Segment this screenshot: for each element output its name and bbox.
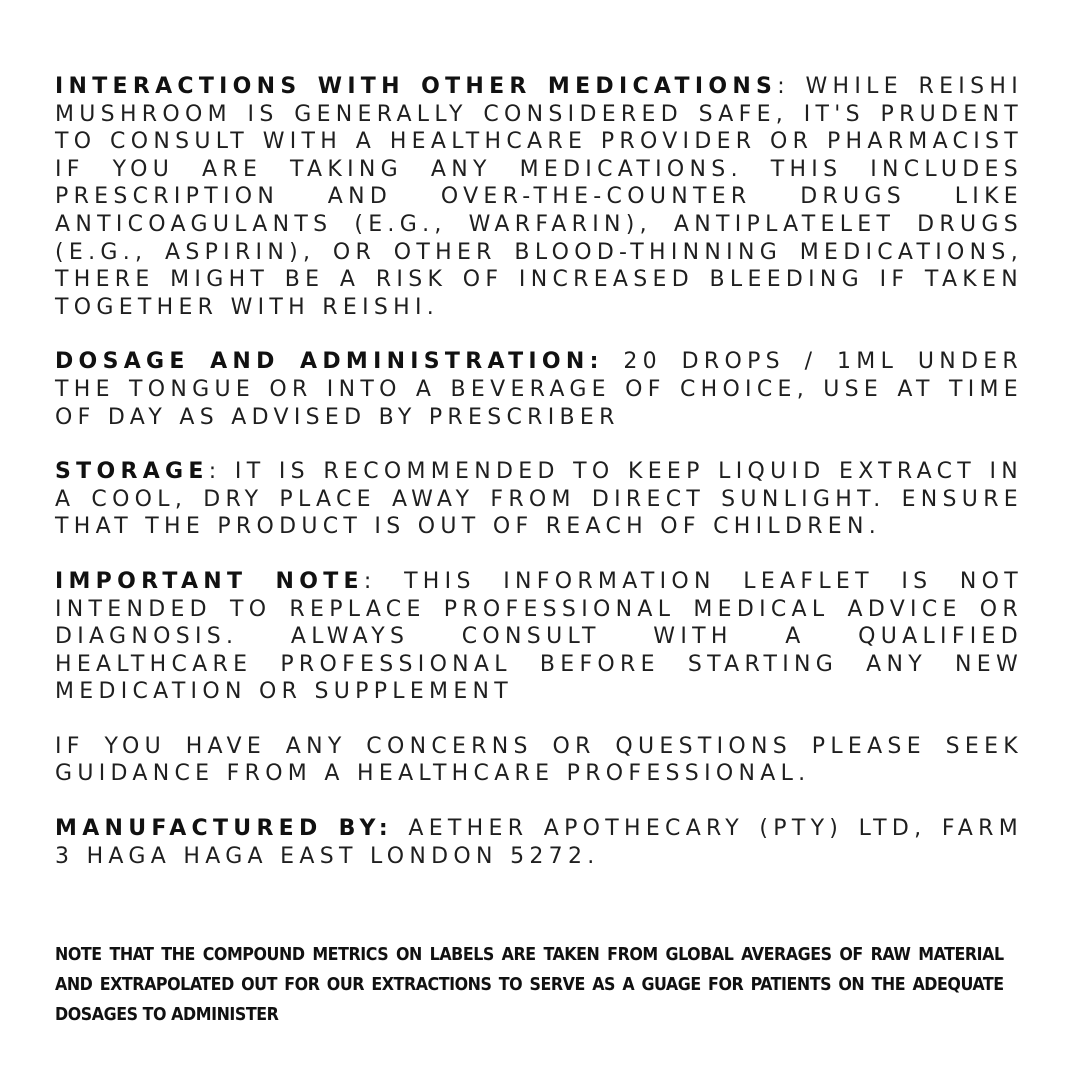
storage-heading: STORAGE	[55, 459, 209, 485]
interactions-heading: INTERACTIONS WITH OTHER MEDICATIONS	[55, 74, 778, 99]
manufacturer-section	[55, 815, 1023, 870]
dosage-section	[55, 348, 1023, 431]
concerns-section	[55, 733, 1023, 788]
interactions-section	[55, 73, 1023, 321]
important-note-section	[55, 568, 1023, 706]
manufacturer-text: AETHER APOTHECARY (PTY) LTD, FARM 3 HAGA HAGA EAST LONDON 5272.	[55, 816, 1023, 869]
interactions-text: : WHILE REISHI MUSHROOM IS GENERALLY CONSIDERED SAFE, IT'S PRUDENT TO CONSULT WITH A HEALTHCARE PROVIDER OR PHARMACIST IF YOU ARE TAKING ANY MEDICATIONS. THIS INCLUDES PRESCRIPTION AND OVER-THE-COUNTER DRUGS LIKE ANTICOAGULANTS (E.G., WARFARIN), ANTIPLATELET DRUGS (E.G., ASPIRIN), OR OTHER BLOOD-THINNING MEDICATIONS, THERE MIGHT BE A RISK OF INCREASED BLEEDING IF TAKEN TOGETHER WITH REISHI.	[55, 74, 1023, 320]
storage-section	[55, 458, 1023, 541]
dosage-text: 20 DROPS / 1ML UNDER THE TONGUE OR INTO A BEVERAGE OF CHOICE, USE AT TIME OF DAY AS ADVISED BY PRESCRIBER	[55, 349, 1024, 430]
leaflet-body	[55, 73, 1023, 897]
dosage-heading: DOSAGE AND ADMINISTRATION:	[55, 349, 604, 375]
compound-metrics-footnote: NOTE THAT THE COMPOUND METRICS ON LABELS ARE TAKEN FROM GLOBAL AVERAGES OF RAW MATERIAL AND EXTRAPOLATED OUT FOR OUR EXTRACTIONS TO SERVE AS A GUAGE FOR PATIENTS ON THE ADEQUATE DOSAGES TO ADMINISTER	[55, 944, 1004, 1025]
concerns-text: IF YOU HAVE ANY CONCERNS OR QUESTIONS PLEASE SEEK GUIDANCE FROM A HEALTHCARE PROFESSIONAL.	[55, 733, 1023, 787]
storage-text: : IT IS RECOMMENDED TO KEEP LIQUID EXTRACT IN A COOL, DRY PLACE AWAY FROM DIRECT SUNLIGHT. ENSURE THAT THE PRODUCT IS OUT OF REACH OF CHILDREN.	[55, 459, 1023, 540]
important-note-text: : THIS INFORMATION LEAFLET IS NOT INTENDED TO REPLACE PROFESSIONAL MEDICAL ADVICE OR DIAGNOSIS. ALWAYS CONSULT WITH A QUALIFIED HEALTHCARE PROFESSIONAL BEFORE STARTING ANY NEW MEDICATION OR SUPPLEMENT	[55, 568, 1024, 705]
manufacturer-heading: MANUFACTURED BY:	[55, 816, 393, 842]
important-note-heading: IMPORTANT NOTE	[55, 568, 364, 594]
